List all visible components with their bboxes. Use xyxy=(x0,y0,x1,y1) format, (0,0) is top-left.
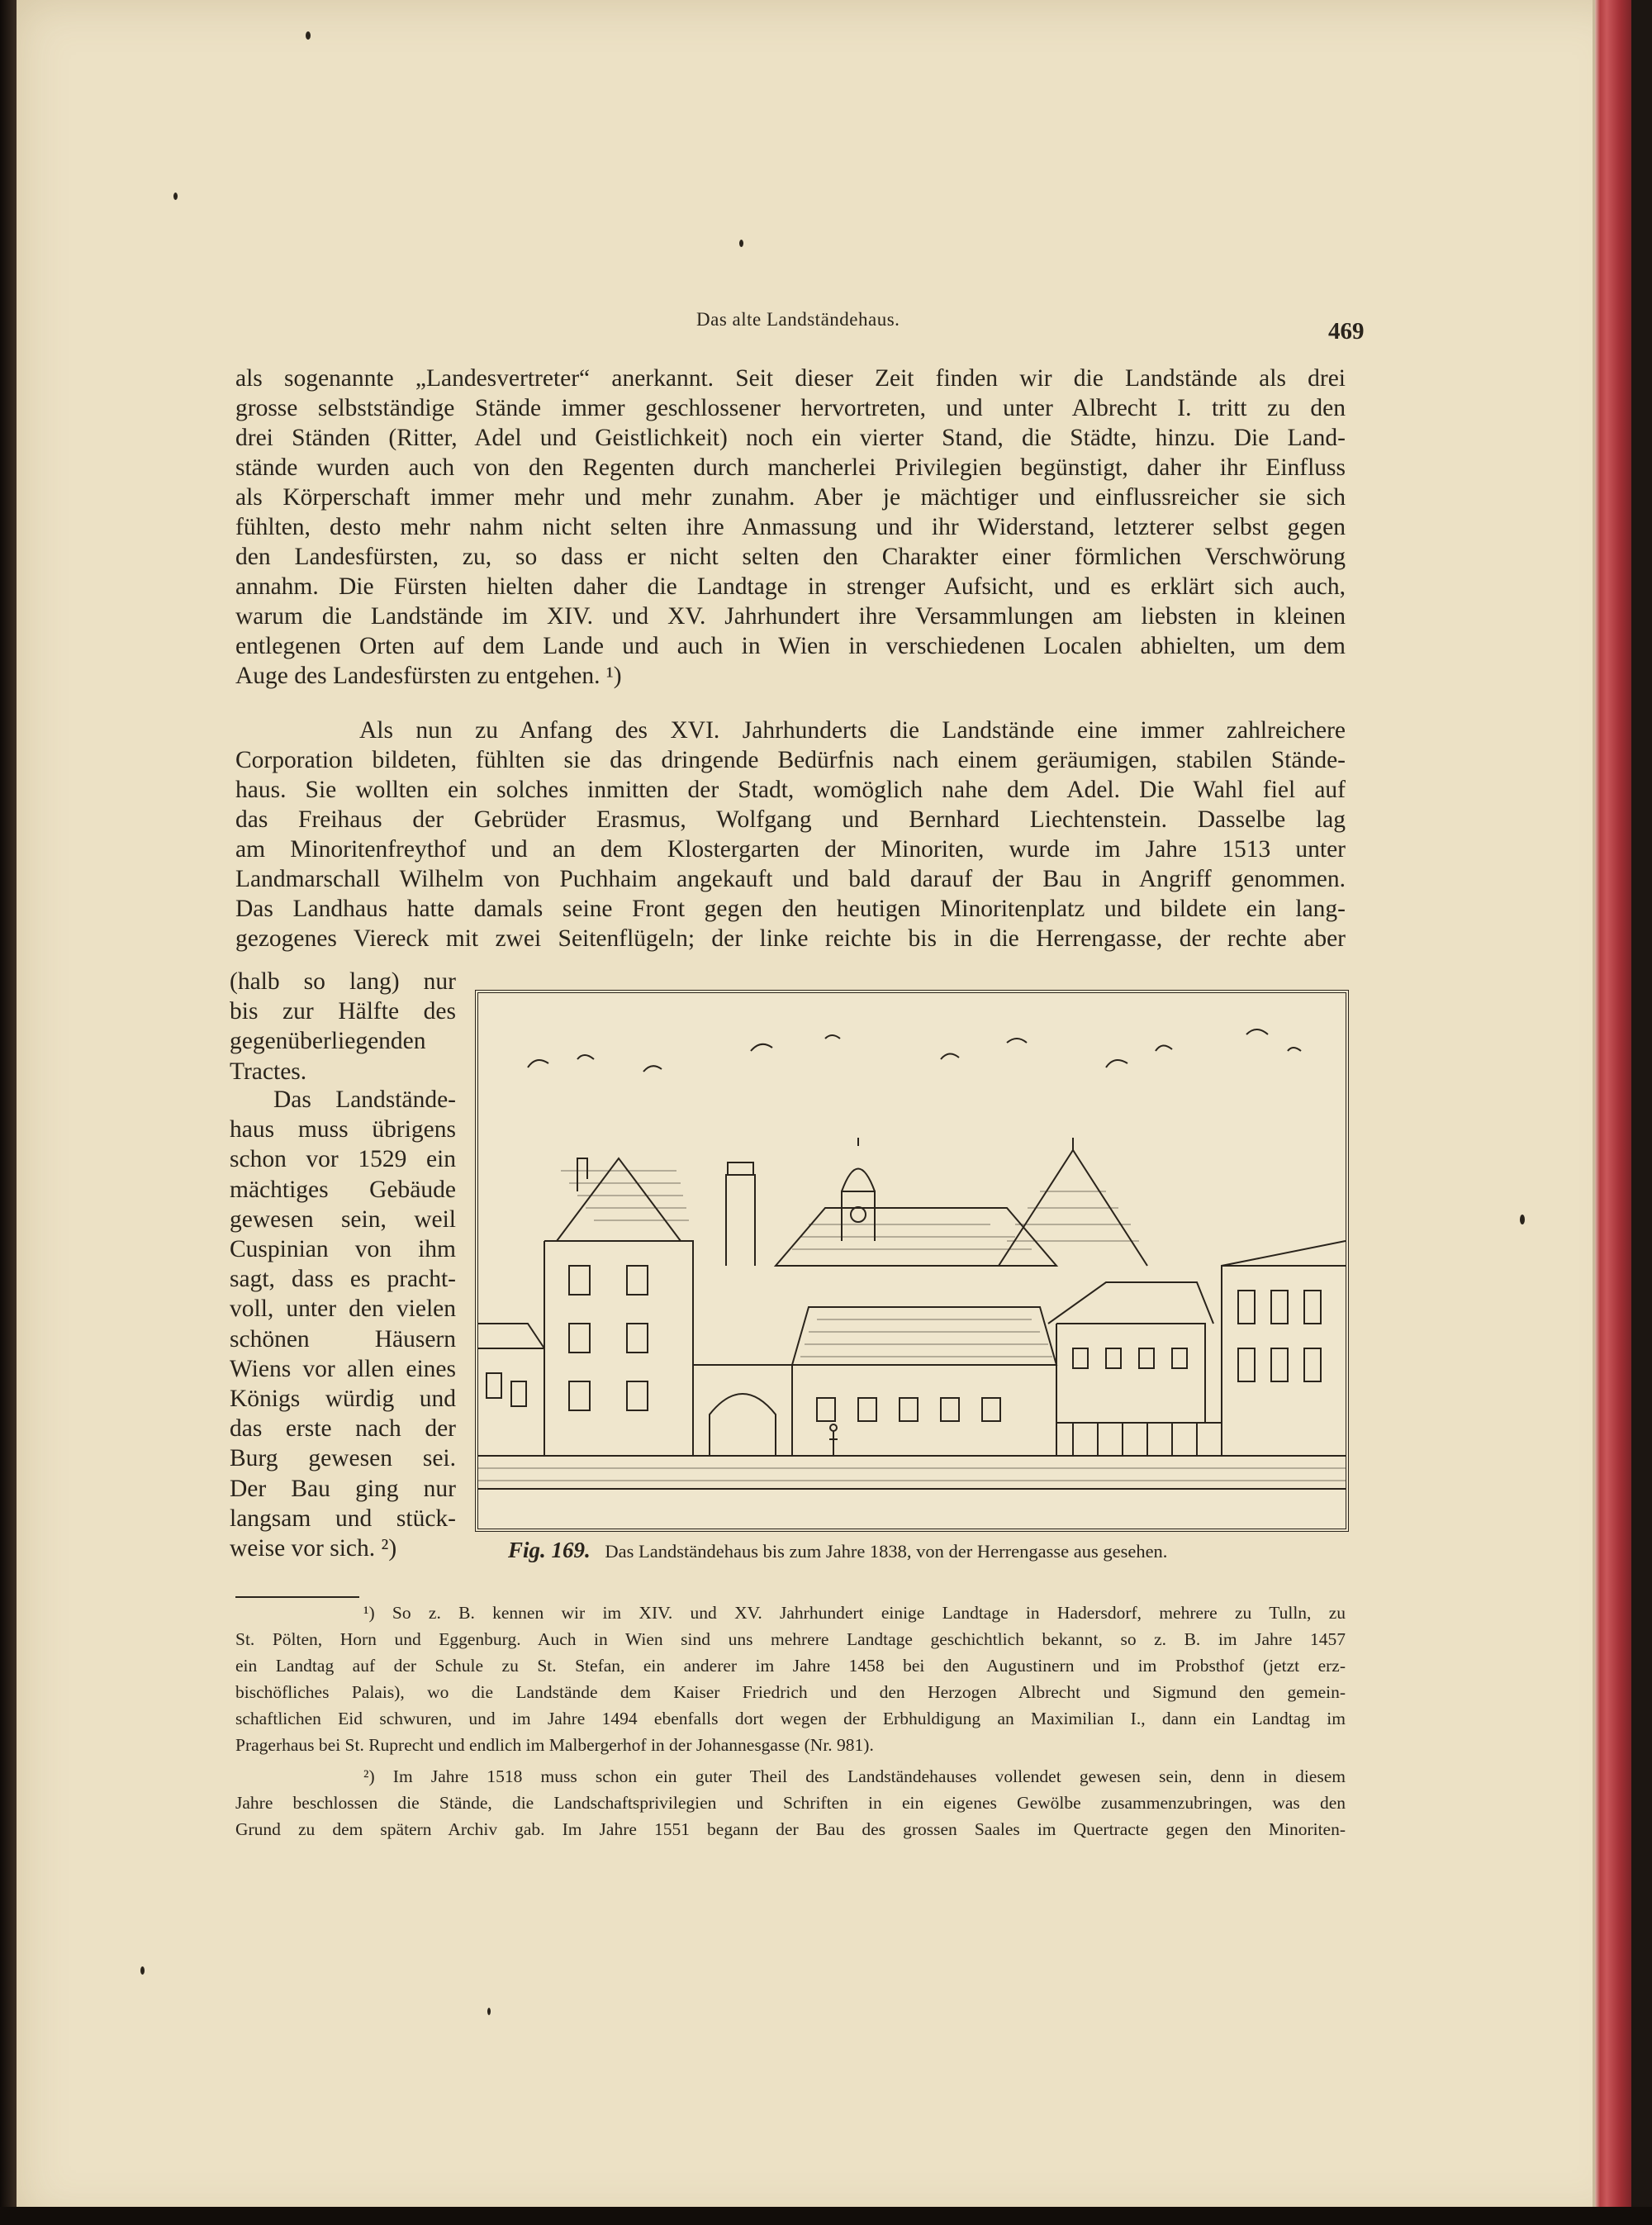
text-line: mächtiges Gebäude xyxy=(230,1176,456,1203)
footnote-separator xyxy=(235,1596,359,1598)
ink-speck xyxy=(306,31,311,40)
text-line: das Freihaus der Gebrüder Erasmus, Wolfgang und Bernhard Liechtenstein. Dasselbe lag xyxy=(235,806,1346,833)
text-line: gezogenes Viereck mit zwei Seitenflügeln; der linke reichte bis in die Herrengasse, der rechte aber xyxy=(235,925,1346,952)
text-line: bis zur Hälfte des xyxy=(230,998,456,1025)
figure-caption xyxy=(508,1538,1167,1563)
page-number: 469 xyxy=(1328,318,1365,345)
text-line: Corporation bildeten, fühlten sie das dringende Bedürfnis nach einem geräumigen, stabilen Stände- xyxy=(235,747,1346,773)
text-line: am Minoritenfreythof und an dem Klostergarten der Minoriten, wurde im Jahre 1513 unter xyxy=(235,836,1346,863)
text-line: schönen Häusern xyxy=(230,1325,456,1353)
running-header-title: Das alte Landständehaus. xyxy=(696,309,900,330)
footnote-line: ²) Im Jahre 1518 muss schon ein guter Theil des Landständehauses vollendet gewesen sein, denn in diesem xyxy=(363,1766,1346,1786)
text-line: Wiens vor allen eines xyxy=(230,1355,456,1382)
text-line: (halb so lang) nur xyxy=(230,968,456,995)
text-line: als sogenannte „Landesvertreter“ anerkannt. Seit dieser Zeit finden wir die Landstände als drei xyxy=(235,365,1346,392)
book-spine-edge xyxy=(0,0,17,2225)
ink-speck xyxy=(140,1966,145,1975)
text-line: fühlten, desto mehr nahm nicht selten ihre Anmassung und ihr Widerstand, letzterer selbst gegen xyxy=(235,514,1346,540)
text-line: stände wurden auch von den Regenten durch mancherlei Privilegien begünstigt, daher ihr Einfluss xyxy=(235,454,1346,481)
text-line: als Körperschaft immer mehr und mehr zunahm. Aber je mächtiger und einflussreicher sie sich xyxy=(235,484,1346,511)
footnote-line: Grund zu dem spätern Archiv gab. Im Jahre 1551 begann der Bau des grossen Saales im Quertracte gegen den Minoriten- xyxy=(235,1819,1346,1839)
paragraph-2 xyxy=(235,716,1346,953)
text-line: weise vor sich. ²) xyxy=(230,1535,397,1562)
text-line: Das Landstände- xyxy=(273,1086,456,1113)
text-line: entlegenen Orten auf dem Lande und auch in Wien in verschiedenen Localen abhielten, um dem xyxy=(235,633,1346,659)
footnote-line: ¹) So z. B. kennen wir im XIV. und XV. Jahrhundert einige Landtage in Hadersdorf, mehrere zu Tulln, zu xyxy=(363,1603,1346,1623)
text-line: Königs würdig und xyxy=(230,1386,456,1413)
text-line: Als nun zu Anfang des XVI. Jahrhunderts die Landstände eine immer zahlreichere xyxy=(359,717,1346,744)
ink-speck xyxy=(173,193,178,200)
red-page-edge xyxy=(1595,0,1631,2225)
text-line: annahm. Die Fürsten hielten daher die Landtage in strenger Aufsicht, und es erklärt sich auch, xyxy=(235,573,1346,600)
footnote-1 xyxy=(235,1600,1346,1758)
text-line: Der Bau ging nur xyxy=(230,1475,456,1502)
text-line: grosse selbstständige Stände immer geschlossener hervortreten, und unter Albrecht I. tritt zu den xyxy=(235,395,1346,421)
footnote-line: ein Landtag auf der Schule zu St. Stefan, ein anderer im Jahre 1458 bei den Augustinern und im Probsthof (jetzt erz- xyxy=(235,1656,1346,1676)
text-line: den Landesfürsten, zu, so dass er nicht selten den Charakter einer förmlichen Verschwörung xyxy=(235,544,1346,570)
text-line: sagt, dass es pracht- xyxy=(230,1266,456,1293)
text-line: haus muss übrigens xyxy=(230,1116,456,1143)
text-line: Das Landhaus hatte damals seine Front gegen den heutigen Minoritenplatz und bildete ein lang- xyxy=(235,896,1346,922)
text-line: warum die Landstände im XIV. und XV. Jahrhundert ihre Versammlungen am liebsten in kleinen xyxy=(235,603,1346,630)
text-line: Auge des Landesfürsten zu entgehen. ¹) xyxy=(235,663,622,689)
footnote-line: bischöfliches Palais), wo die Landstände dem Kaiser Friedrich und den Herzogen Albrecht und Sigmund den gemein- xyxy=(235,1682,1346,1702)
footnote-line: St. Pölten, Horn und Eggenburg. Auch in Wien sind uns mehrere Landtage geschichtlich bekannt, so z. B. im Jahre 1457 xyxy=(235,1629,1346,1649)
text-line: das erste nach der xyxy=(230,1415,456,1443)
footnote-line: Pragerhaus bei St. Ruprecht und endlich im Malbergerhof in der Johannesgasse (Nr. 981). xyxy=(235,1735,874,1755)
footnote-line: schaftlichen Eid schwuren, und im Jahre 1494 ebenfalls dort wegen der Erbhuldigung an Maximilian I., dann ein Landtag im xyxy=(235,1709,1346,1728)
text-line: Tractes. xyxy=(230,1058,307,1085)
text-line: haus. Sie wollten ein solches inmitten der Stadt, womöglich nahe dem Adel. Die Wahl fiel auf xyxy=(235,777,1346,803)
text-line: voll, unter den vielen xyxy=(230,1296,456,1323)
scan-bottom-edge xyxy=(0,2207,1652,2225)
text-line: Burg gewesen sei. xyxy=(230,1445,456,1472)
engraving-illustration xyxy=(478,993,1346,1528)
text-line: Cuspinian von ihm xyxy=(230,1236,456,1263)
text-line: gegenüberliegenden xyxy=(230,1028,426,1055)
figure-engraving-landstaendehaus xyxy=(475,990,1349,1532)
narrow-column-continuation xyxy=(230,967,456,1086)
ink-speck xyxy=(487,2008,491,2015)
footnote-2 xyxy=(235,1763,1346,1842)
ink-speck xyxy=(739,240,743,247)
text-line: gewesen sein, weil xyxy=(230,1205,456,1233)
figure-label: Fig. 169. xyxy=(508,1538,591,1562)
text-line: drei Ständen (Ritter, Adel und Geistlichkeit) noch ein vierter Stand, die Städte, hinzu. Die Land- xyxy=(235,425,1346,451)
footnote-line: Jahre beschlossen die Stände, die Landschaftsprivilegien und Schriften in ein eigenes Gewölbe zusammenzubringen, was den xyxy=(235,1793,1346,1813)
figure-caption-text: Das Landständehaus bis zum Jahre 1838, von der Herrengasse aus gesehen. xyxy=(605,1541,1168,1562)
text-line: Landmarschall Wilhelm von Puchhaim angekauft und bald darauf der Bau in Angriff genommen. xyxy=(235,866,1346,892)
text-line: langsam und stück- xyxy=(230,1505,456,1532)
text-line: schon vor 1529 ein xyxy=(230,1146,456,1173)
narrow-column-paragraph xyxy=(230,1085,456,1563)
paragraph-1 xyxy=(235,364,1346,691)
ink-speck xyxy=(1520,1215,1525,1224)
